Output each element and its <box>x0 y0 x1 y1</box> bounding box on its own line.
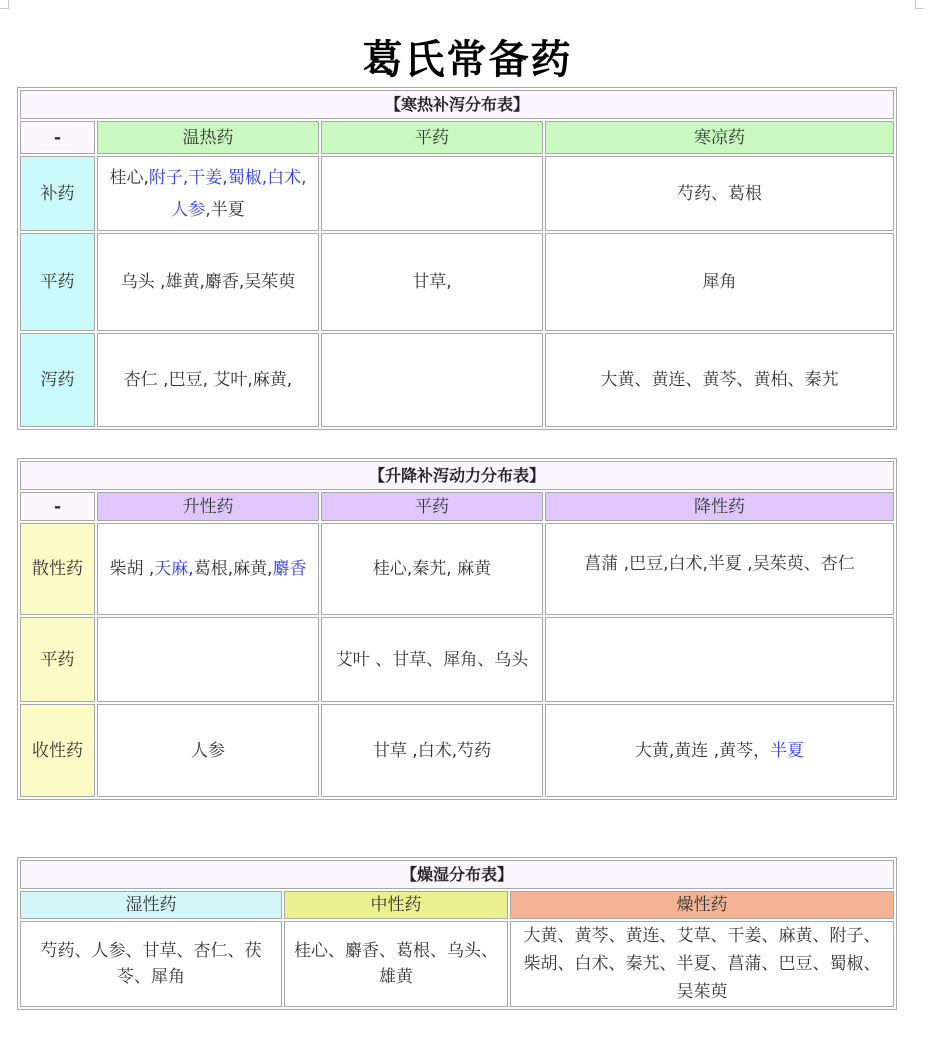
table-cell <box>545 617 894 702</box>
column-header: 温热药 <box>97 121 319 154</box>
cold-heat-table <box>17 87 897 430</box>
table-cell: 甘草 ,白术,芍药 <box>321 704 543 797</box>
cell-text: 大黄,黄连 ,黄芩， <box>634 740 771 761</box>
table-cell: 桂心、麝香、葛根、乌头、雄黄 <box>284 921 508 1007</box>
highlighted-text: 天麻, <box>154 559 194 579</box>
row-header: 收性药 <box>20 704 95 797</box>
column-header: 燥性药 <box>510 891 894 919</box>
corner-cell: - <box>20 492 95 521</box>
table-caption: 【燥湿分布表】 <box>20 860 894 889</box>
rise-fall-table <box>17 458 897 800</box>
table-cell: 芍药、人参、甘草、杏仁、茯苓、犀角 <box>20 921 282 1007</box>
table-cell: 乌头 ,雄黄,麝香,吴茱萸 <box>97 233 319 331</box>
table-cell <box>97 156 319 231</box>
table-cell <box>321 156 543 231</box>
column-header: 降性药 <box>545 492 894 521</box>
column-header: 升性药 <box>97 492 319 521</box>
row-header: 补药 <box>20 156 95 231</box>
highlighted-text: 白术,人参, <box>171 167 307 220</box>
table-cell <box>97 617 319 702</box>
corner-cell: - <box>20 121 95 154</box>
highlighted-text: 麝香 <box>272 559 307 579</box>
row-header: 平药 <box>20 233 95 331</box>
row-header: 泻药 <box>20 333 95 427</box>
table-cell <box>321 333 543 427</box>
column-header: 湿性药 <box>20 891 282 919</box>
highlighted-text: 附子,干姜,蜀椒, <box>148 167 268 188</box>
row-header: 散性药 <box>20 523 95 615</box>
table-cell: 大黄、黄连、黄芩、黄柏、秦艽 <box>545 333 894 427</box>
table-cell <box>97 523 319 615</box>
row-header: 平药 <box>20 617 95 702</box>
cell-text: 葛根,麻黄, <box>193 559 273 579</box>
page-corner-mark-left <box>0 0 9 9</box>
table-cell: 桂心,秦艽, 麻黄 <box>321 523 543 615</box>
table-cell: 芍药、葛根 <box>545 156 894 231</box>
cell-text: 柴胡 , <box>109 559 155 579</box>
page-corner-mark-right <box>915 0 924 9</box>
column-header: 平药 <box>321 121 543 154</box>
table-caption: 【升降补泻动力分布表】 <box>20 461 894 490</box>
table-cell: 艾叶 、甘草、犀角、乌头 <box>321 617 543 702</box>
column-header: 中性药 <box>284 891 508 919</box>
table-cell <box>545 704 894 797</box>
table-cell: 菖蒲 ,巴豆,白术,半夏 ,吴茱萸、杏仁 <box>545 523 894 615</box>
column-header: 寒凉药 <box>545 121 894 154</box>
cell-text: 半夏 <box>210 199 245 220</box>
table-cell: 甘草, <box>321 233 543 331</box>
table-cell: 人参 <box>97 704 319 797</box>
column-header: 平药 <box>321 492 543 521</box>
dry-wet-table <box>17 857 897 1010</box>
highlighted-text: 半夏 <box>770 740 805 761</box>
page-title: 葛氏常备药 <box>362 36 573 83</box>
table-cell: 大黄、黄芩、黄连、艾草、干姜、麻黄、附子、柴胡、白术、秦艽、半夏、菖蒲、巴豆、蜀椒、吴茱萸 <box>510 921 894 1007</box>
cell-text: 桂心, <box>109 167 149 188</box>
table-caption: 【寒热补泻分布表】 <box>20 90 894 119</box>
table-cell: 犀角 <box>545 233 894 331</box>
table-cell: 杏仁 ,巴豆, 艾叶,麻黄, <box>97 333 319 427</box>
